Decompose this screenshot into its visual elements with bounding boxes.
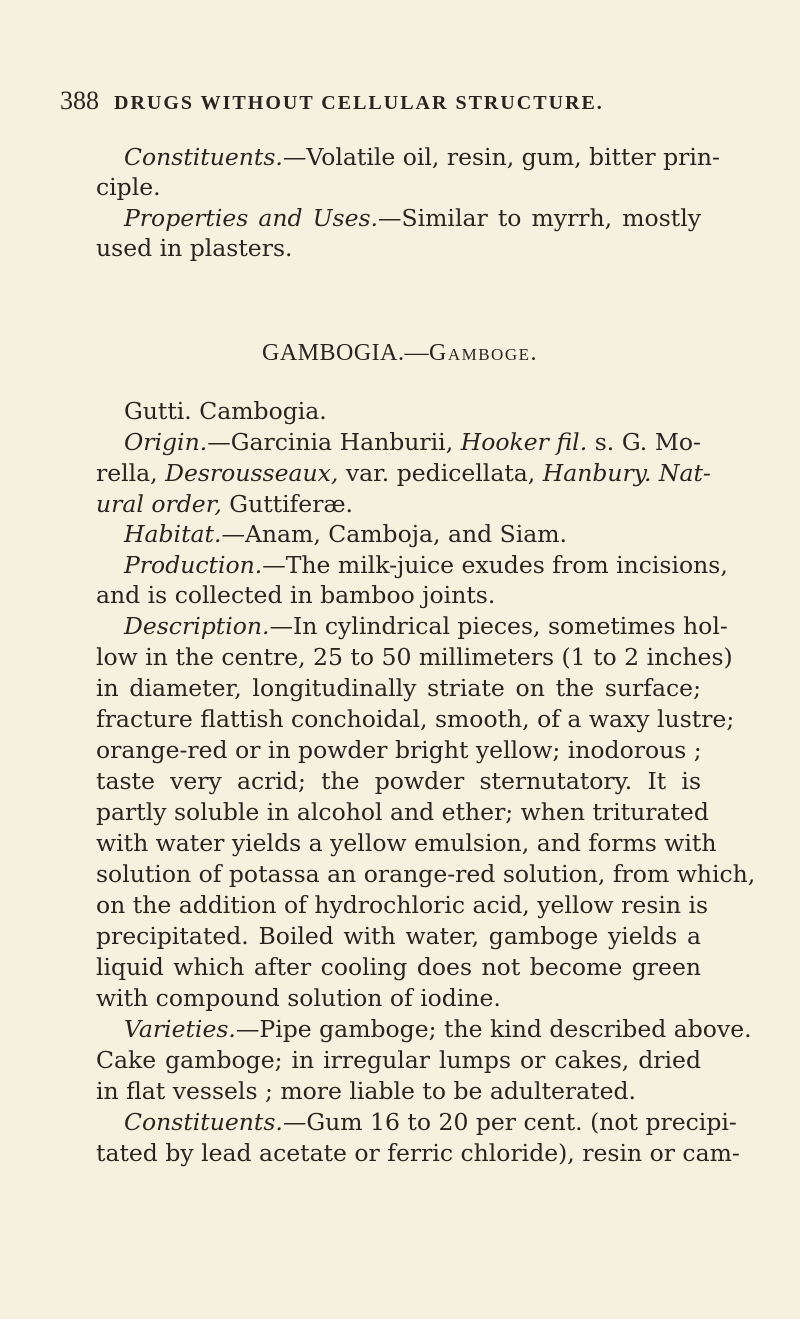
prev-constituents-line-1: Constituents.—Volatile oil, resin, gum, bitter prin- [124,143,720,171]
prev-properties-line-1: Properties and Uses.—Similar to myrrh, mostly [124,204,701,232]
entry-heading: GAMBOGIA.—Gamboge. [261,340,538,366]
running-title: DRUGS WITHOUT CELLULAR STRUCTURE. [114,92,604,114]
description-line-1: Description.—In cylindrical pieces, sometimes hol- [124,612,728,640]
description-line-10: on the addition of hydrochloric acid, yellow resin is [96,891,709,919]
constituents-line-1: Constituents.—Gum 16 to 20 per cent. (not precipi- [124,1108,737,1136]
varieties-line-1: Varieties.—Pipe gamboge; the kind described above. [124,1015,752,1043]
description-line-2: low in the centre, 25 to 50 millimeters (1 to 2 inches) [96,643,733,671]
synonyms: Gutti. Cambogia. [124,397,327,425]
description-line-9: solution of potassa an orange-red solution, from which, [96,860,756,888]
description-line-6: taste very acrid; the powder sternutatory. It is [96,767,701,795]
description-line-8: with water yields a yellow emulsion, and forms with [96,829,717,857]
description-line-7: partly soluble in alcohol and ether; when triturated [96,798,709,826]
habitat-line: Habitat.—Anam, Camboja, and Siam. [124,520,568,548]
prev-constituents-line-2: ciple. [96,173,161,201]
description-line-5: orange-red or in powder bright yellow; inodorous ; [96,736,702,764]
constituents-line-2: tated by lead acetate or ferric chloride), resin or cam- [96,1139,740,1167]
page-number: 388 [60,86,99,115]
description-line-12: liquid which after cooling does not become green [96,953,701,981]
description-line-13: with compound solution of iodine. [96,984,501,1012]
production-line-1: Production.—The milk-juice exudes from incisions, [124,551,728,579]
description-line-4: fracture flattish conchoidal, smooth, of a waxy lustre; [96,705,735,733]
description-line-11: precipitated. Boiled with water, gamboge yields a [96,922,701,950]
description-line-3: in diameter, longitudinally striate on the surface; [96,674,701,702]
varieties-line-2: Cake gamboge; in irregular lumps or cakes, dried [96,1046,701,1074]
varieties-line-3: in flat vessels ; more liable to be adulterated. [96,1077,637,1105]
origin-line-1: Origin.—Garcinia Hanburii, Hooker fil. s. G. Mo- [124,428,701,456]
production-line-2: and is collected in bamboo joints. [96,581,496,609]
origin-line-3: ural order, Guttiferæ. [96,490,354,518]
running-header [60,86,604,116]
origin-line-2: rella, Desrousseaux, var. pedicellata, Hanbury. Nat- [96,459,711,487]
prev-properties-line-2: used in plasters. [96,234,293,262]
